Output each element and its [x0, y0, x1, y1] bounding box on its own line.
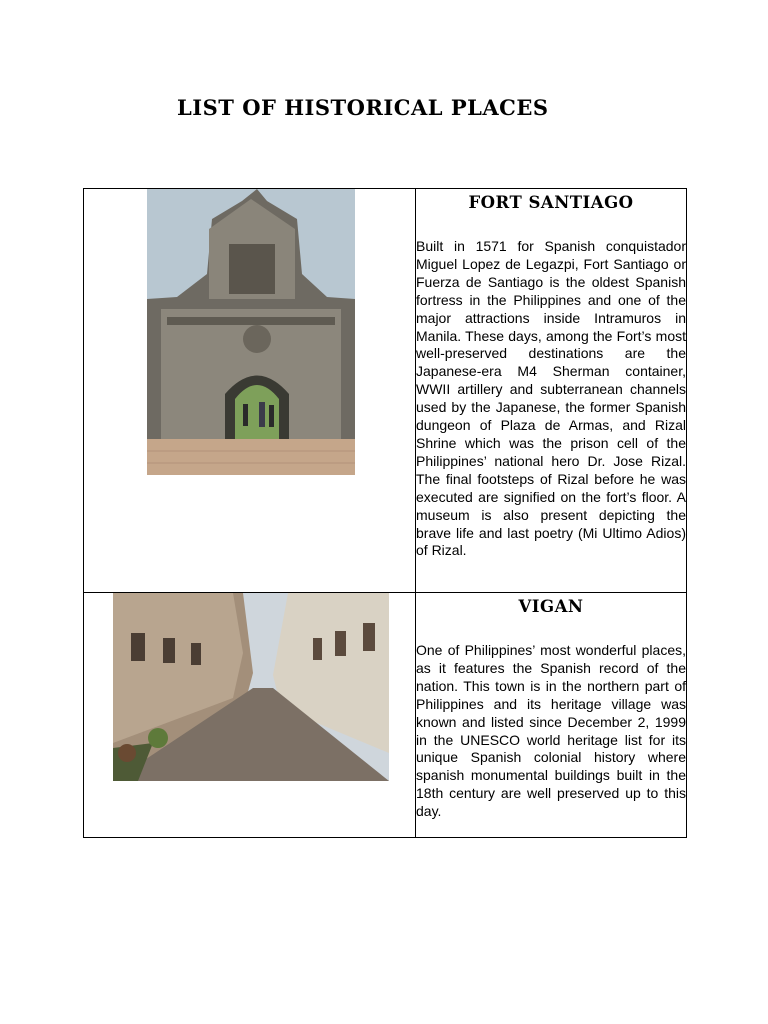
place-name: FORT SANTIAGO — [468, 193, 634, 212]
place-description: Built in 1571 for Spanish conquistador Miguel Lopez de Legazpi, Fort Santiago or Fuerza de Santiago is the oldest Spanish fortress in the Philippines and one of the major attractions inside Intramuros in Manila. These days, among the Fort’s most well-preserved destinations are the Japanese-era M4 Sherman container, WWII artillery and subterranean channels used by the Japanese, the former Spanish dungeon of Plaza de Armas, and Rizal Shrine which was the prison cell of the Philippines’ national hero Dr. Jose Rizal. The final footsteps of Rizal before he was executed are signified on the fort’s floor. A museum is also present depicting the brave life and last poetry (Mi Ultimo Adios) of Rizal. — [416, 238, 686, 559]
image-cell — [84, 189, 416, 593]
page-title: LIST OF HISTORICAL PLACES — [177, 95, 549, 120]
place-description: One of Philippines’ most wonderful places, as it features the Spanish record of the nation. This town is in the northern part of Philippines and its heritage village was known and listed since December 2, 1999 in the UNESCO world heritage list for its unique Spanish colonial history where spanish monumental buildings built in the 18th century are well preserved up to this day. — [416, 642, 686, 820]
image-cell — [84, 593, 416, 838]
description-cell — [416, 593, 687, 838]
place-name: VIGAN — [518, 597, 584, 616]
historical-places-table — [83, 188, 687, 838]
fort-santiago-gate-photo — [147, 189, 355, 475]
description-cell — [416, 189, 687, 593]
vigan-street-photo — [113, 593, 389, 781]
table-row — [84, 593, 687, 838]
table-row — [84, 189, 687, 593]
